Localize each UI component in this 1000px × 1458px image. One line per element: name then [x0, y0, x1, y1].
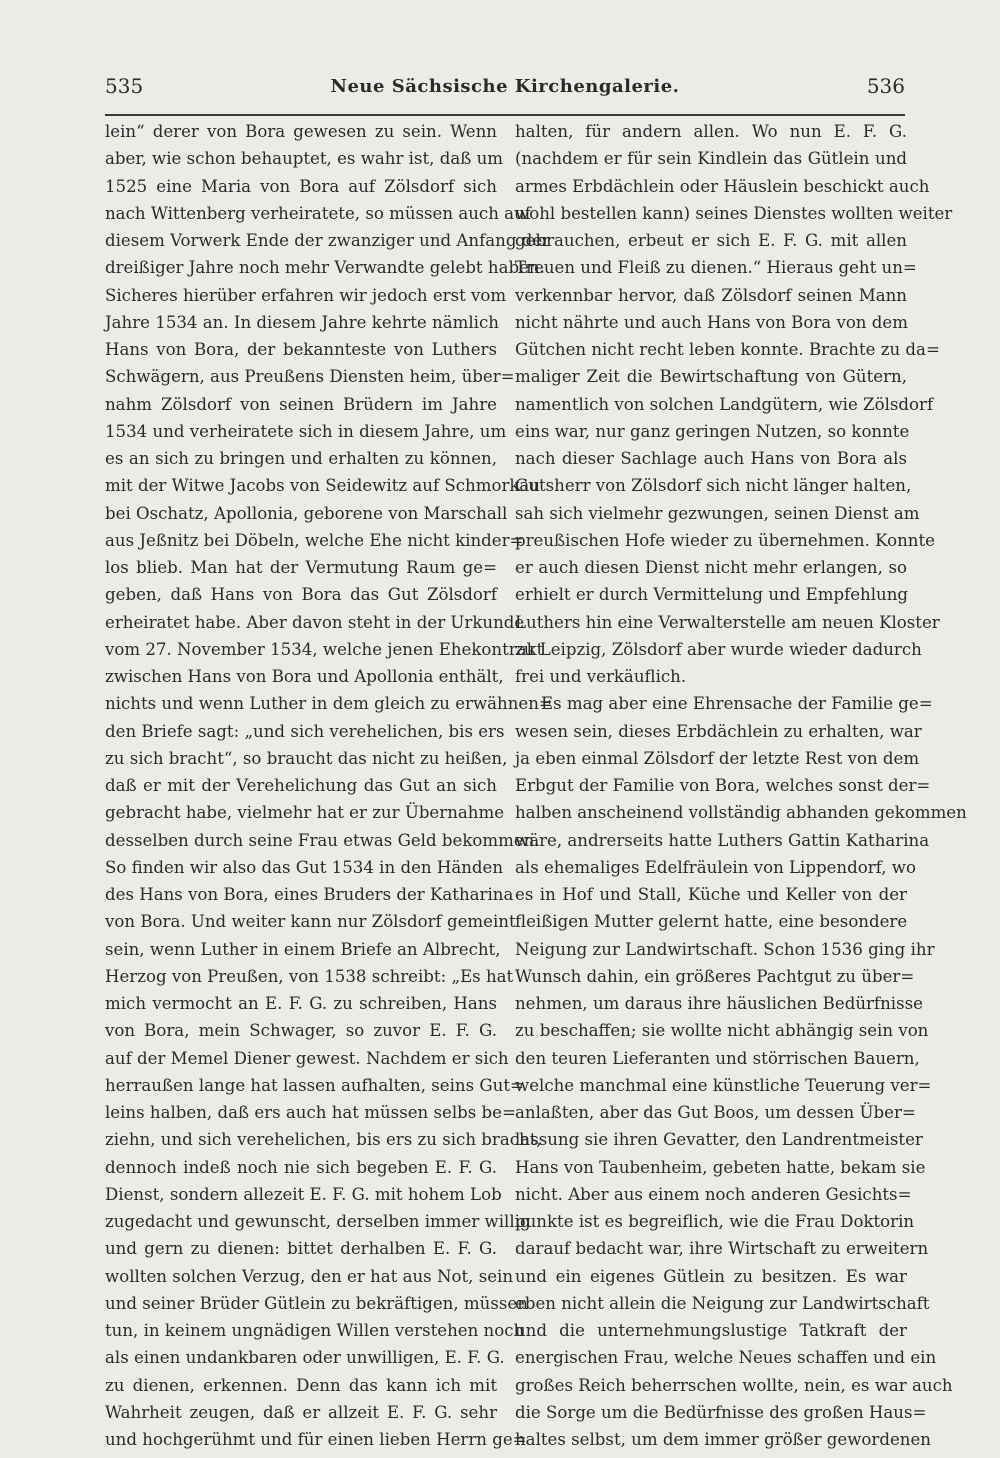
- text-line: halben anscheinend vollständig abhanden gekommen: [515, 803, 967, 823]
- text-line: Gutsherr von Zölsdorf sich nicht länger halten,: [515, 476, 912, 496]
- running-title: Neue Sächsische Kirchengalerie.: [330, 76, 680, 97]
- text-line: zu beschaffen; sie wollte nicht abhängig sein von: [515, 1021, 929, 1041]
- text-line: namentlich von solchen Landgütern, wie Zölsdorf: [515, 394, 934, 414]
- text-line: und ein eigenes Gütlein zu besitzen. Es war: [515, 1266, 907, 1286]
- text-line: tun, in keinem ungnädigen Willen verstehen noch: [105, 1321, 525, 1340]
- left-column: [105, 118, 553, 1453]
- text-line: herraußen lange hat lassen aufhalten, seins Gut=: [105, 1075, 524, 1095]
- text-line: Hans von Taubenheim, gebeten hatte, bekam sie: [515, 1157, 926, 1177]
- text-line: sein, wenn Luther in einem Briefe an Albrecht,: [105, 939, 501, 959]
- text-line: leins halben, daß ers auch hat müssen selbs be=: [105, 1103, 516, 1122]
- text-line: Wunsch dahin, ein größeres Pachtgut zu über=: [515, 966, 915, 986]
- text-line: haltes selbst, um dem immer größer gewordenen: [515, 1430, 931, 1449]
- text-line: 1525 eine Maria von Bora auf Zölsdorf sich: [105, 176, 497, 196]
- text-line: den Briefe sagt: „und sich verehelichen, bis ers: [105, 721, 505, 741]
- text-line: erheiratet habe. Aber davon steht in der Urkunde: [105, 612, 525, 632]
- text-line: zu dienen, erkennen. Denn das kann ich mit: [105, 1375, 497, 1395]
- text-line: (nachdem er für sein Kindlein das Gütlein und: [515, 149, 907, 169]
- text-line: er auch diesen Dienst nicht mehr erlangen, so: [515, 558, 907, 577]
- text-line: und seiner Brüder Gütlein zu bekräftigen, müssen: [105, 1293, 528, 1313]
- text-line: darauf bedacht war, ihre Wirtschaft zu erweitern: [515, 1239, 929, 1259]
- text-line: es an sich zu bringen und erhalten zu können,: [105, 449, 497, 468]
- text-line: punkte ist es begreiflich, wie die Frau Doktorin: [515, 1212, 915, 1231]
- text-line: diesem Vorwerk Ende der zwanziger und Anfang der: [105, 231, 551, 250]
- text-line: wäre, andrerseits hatte Luthers Gattin Katharina: [515, 830, 930, 850]
- text-line: nahm Zölsdorf von seinen Brüdern im Jahre: [105, 394, 497, 414]
- page-number-left: 535: [105, 74, 144, 98]
- text-line: den teuren Lieferanten und störrischen Bauern,: [515, 1048, 920, 1068]
- text-line: wohl bestellen kann) seines Dienstes wollten weiter: [515, 203, 953, 223]
- text-line: Luthers hin eine Verwalterstelle am neuen Kloster: [515, 612, 940, 632]
- text-line: auf der Memel Diener gewest. Nachdem er sich: [105, 1048, 509, 1068]
- text-line: und die unternehmungslustige Tatkraft der: [515, 1321, 907, 1340]
- text-line: ziehn, und sich verehelichen, bis ers zu sich bracht,: [105, 1130, 542, 1150]
- text-line: Erbgut der Familie von Bora, welches sonst der=: [515, 776, 931, 795]
- text-line: Dienst, sondern allezeit E. F. G. mit hohem Lob: [105, 1184, 502, 1204]
- text-line: mit der Witwe Jacobs von Seidewitz auf Schmorkau: [105, 476, 541, 496]
- text-line: dennoch indeß noch nie sich begeben E. F. G.: [105, 1157, 497, 1177]
- text-line: bei Oschatz, Apollonia, geborene von Marschall: [105, 503, 508, 523]
- text-line: es in Hof und Stall, Küche und Keller von der: [515, 885, 907, 904]
- text-line: erhielt er durch Vermittelung und Empfehlung: [515, 585, 909, 605]
- text-line: mich vermocht an E. F. G. zu schreiben, Hans: [105, 994, 497, 1013]
- page-number-right: 536: [866, 74, 905, 98]
- text-line: als ehemaliges Edelfräulein von Lippendorf, wo: [515, 857, 916, 877]
- text-line: nicht. Aber aus einem noch anderen Gesichts=: [515, 1184, 912, 1204]
- text-line: frei und verkäuflich.: [515, 667, 687, 686]
- text-line: gebracht habe, vielmehr hat er zur Übernahme: [105, 803, 505, 823]
- text-line: aus Jeßnitz bei Döbeln, welche Ehe nicht kinder=: [105, 530, 524, 550]
- text-line: los blieb. Man hat der Vermutung Raum ge=: [105, 558, 497, 577]
- text-line: Treuen und Fleiß zu dienen.“ Hieraus geht un=: [515, 258, 917, 278]
- text-line: Herzog von Preußen, von 1538 schreibt: „Es hat: [105, 966, 514, 986]
- text-line: Jahre 1534 an. In diesem Jahre kehrte nämlich: [105, 312, 499, 332]
- text-line: aber, wie schon behauptet, es wahr ist, daß um: [105, 149, 504, 169]
- text-line: dreißiger Jahre noch mehr Verwandte gelebt haben.: [105, 258, 545, 278]
- text-line: lein“ derer von Bora gewesen zu sein. Wenn: [105, 122, 497, 141]
- text-line: Schwägern, aus Preußens Diensten heim, über=: [105, 367, 515, 387]
- text-line: und gern zu dienen: bittet derhalben E. F. G.: [105, 1239, 497, 1259]
- text-line: zu sich bracht“, so braucht das nicht zu heißen,: [105, 748, 508, 768]
- text-line: geben, daß Hans von Bora das Gut Zölsdorf: [105, 585, 497, 605]
- text-line: als einen undankbaren oder unwilligen, E. F. G.: [105, 1348, 505, 1368]
- text-line: ja eben einmal Zölsdorf der letzte Rest von dem: [515, 748, 920, 768]
- text-line: Wahrheit zeugen, daß er allzeit E. F. G. sehr: [105, 1402, 497, 1422]
- text-line: zwischen Hans von Bora und Apollonia enthält,: [105, 667, 504, 686]
- text-line: armes Erbdächlein oder Häuslein beschickt auch: [515, 176, 930, 196]
- text-line: Neigung zur Landwirtschaft. Schon 1536 ging ihr: [515, 939, 935, 959]
- text-line: von Bora. Und weiter kann nur Zölsdorf gemeint: [105, 912, 516, 932]
- text-line: lassung sie ihren Gevatter, den Landrentmeister: [515, 1130, 923, 1150]
- text-line: daß er mit der Verehelichung das Gut an sich: [105, 776, 497, 795]
- text-line: preußischen Hofe wieder zu übernehmen. Konnte: [515, 530, 935, 550]
- text-line: desselben durch seine Frau etwas Geld bekommen.: [105, 830, 540, 850]
- text-line: eins war, nur ganz geringen Nutzen, so konnte: [515, 421, 910, 441]
- text-line: So finden wir also das Gut 1534 in den Händen: [105, 857, 504, 877]
- text-line: wollten solchen Verzug, den er hat aus Not, sein: [105, 1266, 514, 1286]
- text-line: zugedacht und gewunscht, derselben immer willig: [105, 1212, 531, 1231]
- text-line: nach Wittenberg verheiratete, so müssen auch auf: [105, 203, 531, 223]
- text-line: Sicheres hierüber erfahren wir jedoch erst vom: [105, 285, 507, 305]
- text-line: zu Leipzig, Zölsdorf aber wurde wieder dadurch: [515, 639, 922, 659]
- text-line: nichts und wenn Luther in dem gleich zu erwähnen=: [105, 694, 553, 714]
- header-rule: [105, 114, 905, 116]
- running-header: [105, 74, 905, 108]
- text-line: und hochgerühmt und für einen lieben Herrn ge=: [105, 1430, 527, 1449]
- text-line: des Hans von Bora, eines Bruders der Katharina: [105, 885, 514, 904]
- text-line: sah sich vielmehr gezwungen, seinen Dienst am: [515, 503, 920, 523]
- text-line: nicht nährte und auch Hans von Bora von dem: [515, 312, 908, 332]
- text-line: Gütchen nicht recht leben konnte. Brachte zu da=: [515, 340, 940, 359]
- text-line: von Bora, mein Schwager, so zuvor E. F. G.: [105, 1021, 497, 1041]
- text-line: welche manchmal eine künstliche Teuerung ver=: [515, 1075, 932, 1095]
- text-line: Es mag aber eine Ehrensache der Familie ge=: [541, 694, 933, 714]
- text-line: halten, für andern allen. Wo nun E. F. G.: [515, 122, 907, 141]
- text-line: die Sorge um die Bedürfnisse des großen Haus=: [515, 1402, 927, 1422]
- text-line: wesen sein, dieses Erbdächlein zu erhalten, war: [515, 721, 922, 741]
- text-line: gebrauchen, erbeut er sich E. F. G. mit allen: [515, 231, 907, 250]
- text-line: maliger Zeit die Bewirtschaftung von Gütern,: [515, 367, 907, 387]
- text-line: Hans von Bora, der bekannteste von Luthers: [105, 340, 497, 359]
- text-line: vom 27. November 1534, welche jenen Ehekontrakt: [105, 639, 544, 659]
- text-line: eben nicht allein die Neigung zur Landwirtschaft: [515, 1293, 930, 1313]
- text-line: nach dieser Sachlage auch Hans von Bora als: [515, 449, 907, 468]
- text-line: großes Reich beherrschen wollte, nein, es war auch: [515, 1375, 953, 1395]
- right-column: [515, 118, 967, 1453]
- text-line: fleißigen Mutter gelernt hatte, eine besondere: [515, 912, 908, 932]
- text-line: nehmen, um daraus ihre häuslichen Bedürfnisse: [515, 994, 923, 1013]
- text-line: 1534 und verheiratete sich in diesem Jahre, um: [105, 421, 507, 441]
- text-line: energischen Frau, welche Neues schaffen und ein: [515, 1348, 937, 1368]
- text-line: anlaßten, aber das Gut Boos, um dessen Über=: [515, 1103, 916, 1122]
- text-line: verkennbar hervor, daß Zölsdorf seinen Mann: [515, 285, 907, 305]
